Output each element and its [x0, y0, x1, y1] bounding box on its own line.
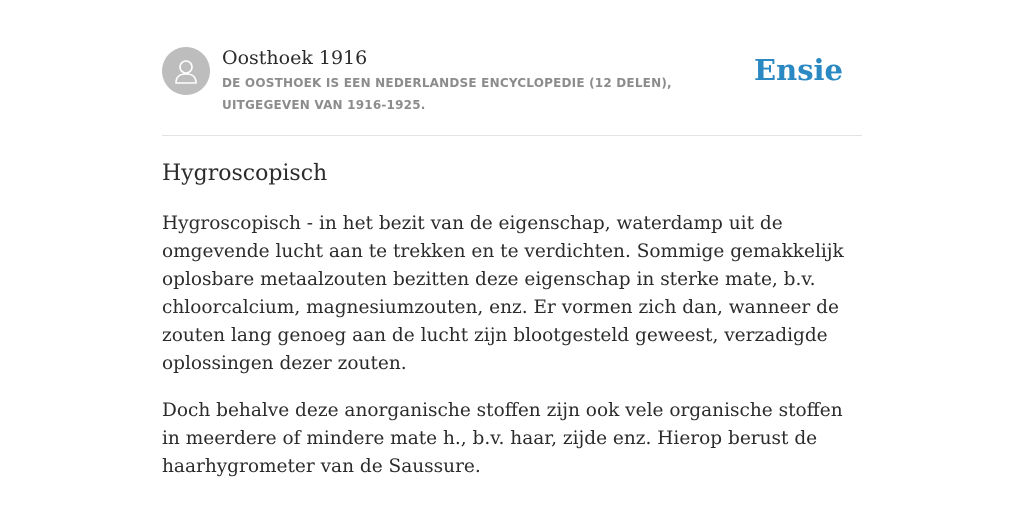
avatar[interactable]	[162, 47, 210, 95]
source-info	[222, 46, 762, 116]
brand-logo[interactable]: Ensie	[754, 53, 843, 87]
article-title: Hygroscopisch	[162, 161, 328, 186]
article	[162, 156, 862, 500]
article-paragraph: Hygroscopisch - in het bezit van de eigenschap, waterdamp uit de omgevende lucht aan te trekken en te verdichten. Sommige gemakkelijk oplosbare metaalzouten bezitten deze eigenschap in sterke mate, b.v. chloorcalcium, magnesiumzouten, enz. Er vormen zich dan, wanneer de zouten lang genoeg aan de lucht zijn blootgesteld geweest, verzadigde oplossingen dezer zouten.	[162, 213, 844, 374]
source-header	[162, 46, 862, 136]
user-icon	[172, 57, 200, 85]
source-description: DE OOSTHOEK IS EEN NEDERLANDSE ENCYCLOPEDIE (12 DELEN), UITGEGEVEN VAN 1916-1925.	[222, 76, 672, 112]
article-paragraph: Doch behalve deze anorganische stoffen zijn ook vele organische stoffen in meerdere of mindere mate h., b.v. haar, zijde enz. Hierop berust de haarhygrometer van de Saussure.	[162, 400, 843, 477]
source-title[interactable]: Oosthoek 1916	[222, 47, 368, 69]
